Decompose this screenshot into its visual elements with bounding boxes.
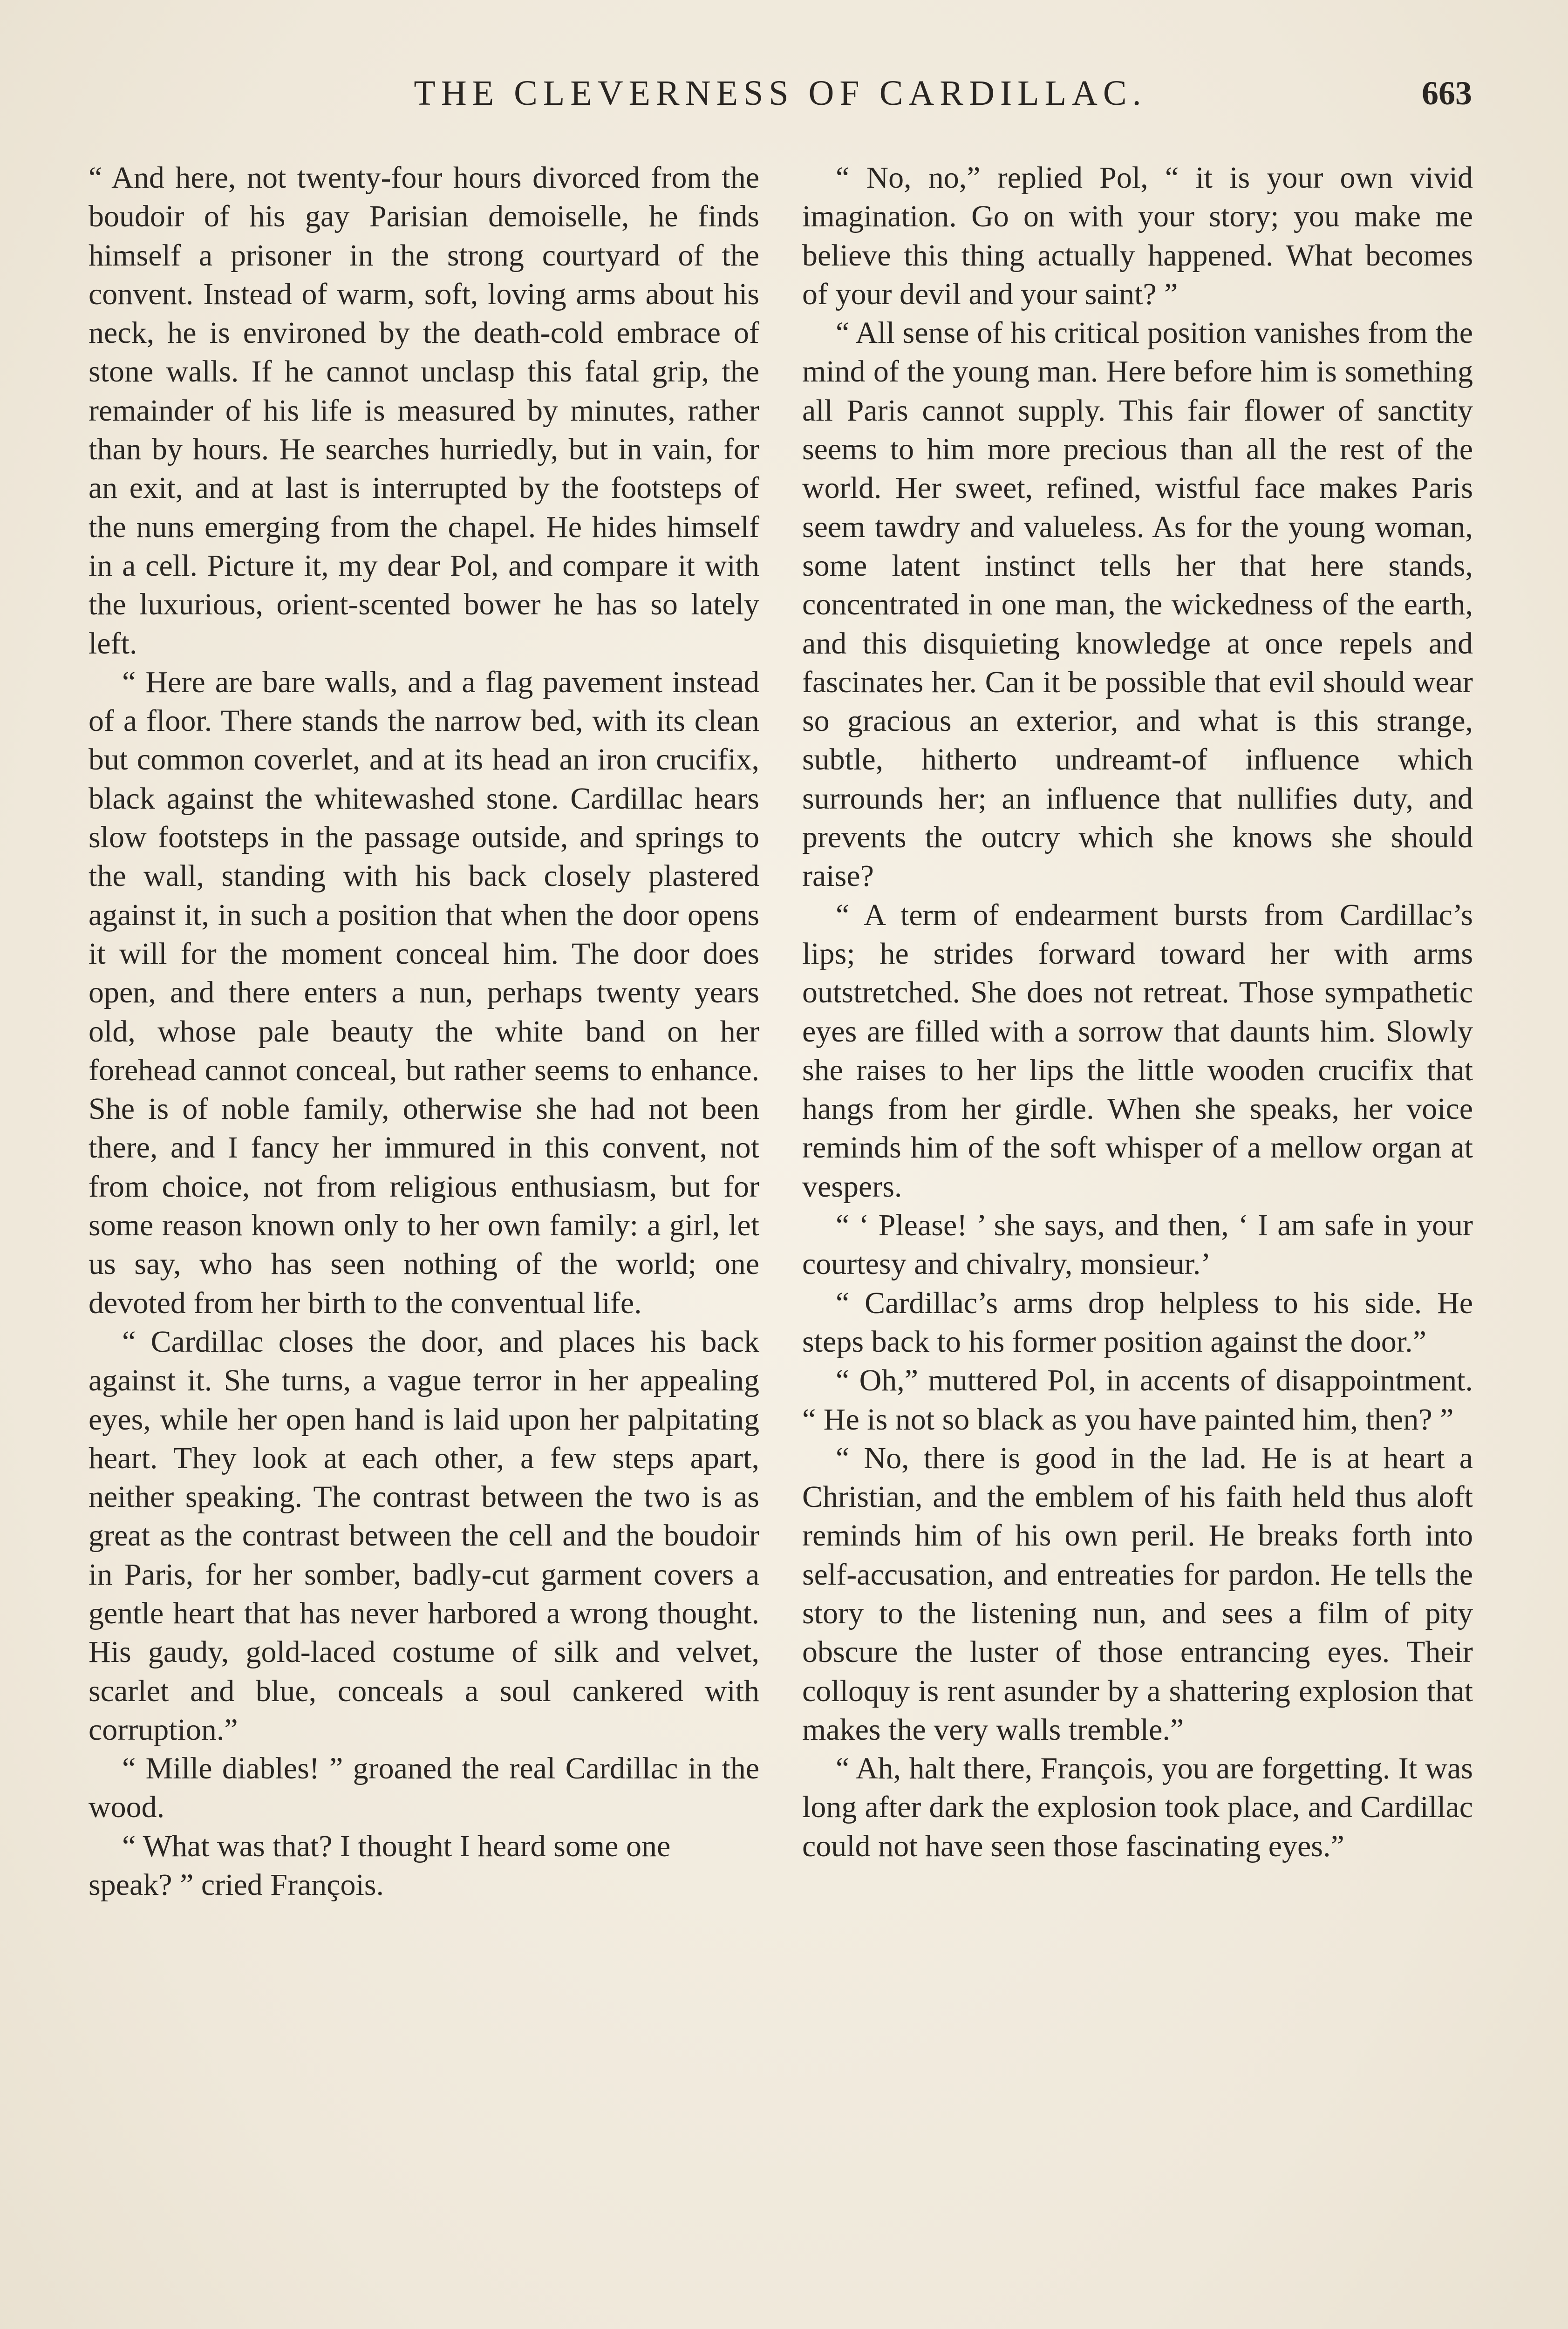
- paragraph: “ Cardillac’s arms drop helpless to his side. He steps back to his former position against the door.”: [802, 1286, 1473, 1359]
- paragraph: “ ‘ Please! ’ she says, and then, ‘ I am safe in your courtesy and chivalry, monsieur.’: [802, 1208, 1473, 1281]
- left-column: [89, 158, 759, 1904]
- paragraph: “ And here, not twenty-four hours divorced from the boudoir of his gay Parisian demoiselle, he finds himself a prisoner in the strong courtyard of the convent. Instead of warm, soft, loving arms about his neck, he is environed by the death-cold embrace of stone walls. If he cannot unclasp this fatal grip, the remainder of his life is measured by minutes, rather than by hours. He searches hurriedly, but in vain, for an exit, and at last is interrupted by the footsteps of the nuns emerging from the chapel. He hides himself in a cell. Picture it, my dear Pol, and compare it with the luxurious, orient-scented bower he has so lately left.: [89, 161, 759, 661]
- running-head: [89, 70, 1472, 126]
- paragraph: “ Mille diables! ” groaned the real Cardillac in the wood.: [89, 1751, 759, 1825]
- paragraph: “ No, no,” replied Pol, “ it is your own vivid imagination. Go on with your story; you make me believe this thing actually happened. What becomes of your devil and your saint? ”: [802, 161, 1473, 311]
- paragraph: “ No, there is good in the lad. He is at heart a Christian, and the emblem of his faith held thus aloft reminds him of his own peril. He breaks forth into self-accusation, and entreaties for pardon. He tells the story to the listening nun, and sees a film of pity obscure the luster of those entrancing eyes. Their colloquy is rent asunder by a shattering explosion that makes the very walls tremble.”: [802, 1441, 1473, 1747]
- paragraph: “ What was that? I thought I heard some one speak? ” cried François.: [89, 1829, 671, 1902]
- page-number: 663: [1422, 75, 1472, 112]
- right-column: [802, 158, 1473, 1866]
- paragraph: “ All sense of his critical position vanishes from the mind of the young man. Here before him is something all Paris cannot supply. This fair flower of sanctity seems to him more precious than all the rest of the world. Her sweet, refined, wistful face makes Paris seem tawdry and valueless. As for the young woman, some latent instinct tells her that here stands, concentrated in one man, the wickedness of the earth, and this disquieting knowledge at once repels and fascinates her. Can it be possible that evil should wear so gracious an exterior, and what is this strange, subtle, hitherto undreamt-of influence which surrounds her; an influence that nullifies duty, and prevents the outcry which she knows she should raise?: [802, 316, 1473, 893]
- running-title: THE CLEVERNESS OF CARDILLAC.: [414, 74, 1147, 113]
- paragraph: “ Here are bare walls, and a flag pavement instead of a floor. There stands the narrow bed, with its clean but common coverlet, and at its head an iron crucifix, black against the whitewashed stone. Cardillac hears slow footsteps in the passage outside, and springs to the wall, standing with his back closely plastered against it, in such a position that when the door opens it will for the moment conceal him. The door does open, and there enters a nun, perhaps twenty years old, whose pale beauty the white band on her forehead cannot conceal, but rather seems to enhance. She is of noble family, otherwise she had not been there, and I fancy her immured in this convent, not from choice, not from religious enthusiasm, but for some reason known only to her own family: a girl, let us say, who has seen nothing of the world; one devoted from her birth to the conventual life.: [89, 665, 759, 1320]
- paragraph: “ A term of endearment bursts from Cardillac’s lips; he strides forward toward her with arms outstretched. She does not retreat. Those sympathetic eyes are filled with a sorrow that daunts him. Slowly she raises to her lips the little wooden crucifix that hangs from her girdle. When she speaks, her voice reminds him of the soft whisper of a mellow organ at vespers.: [802, 898, 1473, 1204]
- paragraph: “ Cardillac closes the door, and places his back against it. She turns, a vague terror in her appealing eyes, while her open hand is laid upon her palpitating heart. They look at each other, a few steps apart, neither speaking. The contrast between the two is as great as the contrast between the cell and the boudoir in Paris, for her somber, badly-cut garment covers a gentle heart that has never harbored a wrong thought. His gaudy, gold-laced costume of silk and velvet, scarlet and blue, conceals a soul cankered with corruption.”: [89, 1324, 759, 1747]
- paragraph: “ Oh,” muttered Pol, in accents of disappointment. “ He is not so black as you have painted him, then? ”: [802, 1363, 1473, 1437]
- paragraph: “ Ah, halt there, François, you are forgetting. It was long after dark the explosion took place, and Cardillac could not have seen those fascinating eyes.”: [802, 1751, 1473, 1863]
